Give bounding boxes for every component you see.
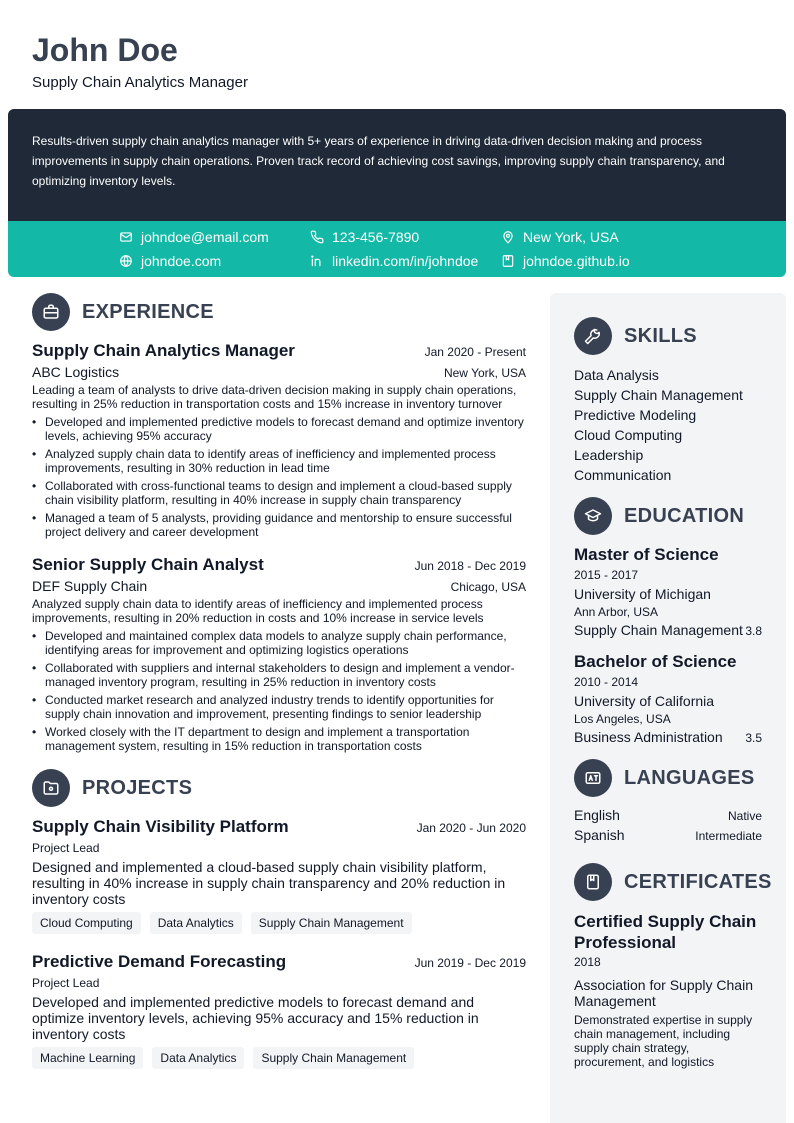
job-date: Jun 2018 - Dec 2019 bbox=[414, 559, 526, 573]
skill-item: Predictive Modeling bbox=[574, 407, 697, 423]
edu-location: Los Angeles, USA bbox=[574, 712, 671, 726]
project-date: Jun 2019 - Dec 2019 bbox=[414, 956, 526, 970]
job-bullets bbox=[32, 629, 526, 753]
project-tag: Cloud Computing bbox=[32, 912, 141, 934]
location-text: New York, USA bbox=[523, 229, 619, 245]
summary-banner bbox=[8, 109, 786, 221]
job-bullet: • Conducted market research and analyzed industry trends to identify opportunities for supply chain innovation and improvement, presenting findings to senior leadership bbox=[32, 693, 526, 721]
project-role: Project Lead bbox=[32, 976, 100, 990]
job-location: Chicago, USA bbox=[450, 580, 526, 594]
language-name: Spanish bbox=[574, 827, 625, 843]
project-title: Predictive Demand Forecasting bbox=[32, 952, 287, 971]
education-section bbox=[574, 497, 762, 745]
mail-icon bbox=[119, 230, 133, 244]
job-company: ABC Logistics bbox=[32, 364, 120, 380]
project-tag: Supply Chain Management bbox=[253, 1047, 414, 1069]
experience-heading bbox=[32, 293, 526, 331]
experience-title: EXPERIENCE bbox=[82, 300, 214, 323]
edu-location: Ann Arbor, USA bbox=[574, 605, 659, 619]
project-entry bbox=[32, 817, 526, 934]
job-bullet: • Worked closely with the IT department to design and implement a transportation management system, resulting in 15% reduction in transportation costs bbox=[32, 725, 526, 753]
job-bullet: • Managed a team of 5 analysts, providing guidance and mentorship to ensure successful project delivery and career development bbox=[32, 511, 526, 539]
job-company: DEF Supply Chain bbox=[32, 578, 148, 594]
skill-item: Leadership bbox=[574, 447, 644, 463]
resume-header bbox=[32, 30, 248, 91]
project-tag: Supply Chain Management bbox=[251, 912, 412, 934]
globe-icon bbox=[119, 254, 133, 268]
edu-field: Business Administration bbox=[574, 729, 723, 745]
github-text: johndoe.github.io bbox=[523, 253, 630, 269]
languages-title: LANGUAGES bbox=[624, 766, 755, 789]
contact-location bbox=[501, 227, 619, 247]
edu-years: 2010 - 2014 bbox=[574, 675, 639, 689]
projects-heading bbox=[32, 769, 526, 807]
person-name: John Doe bbox=[32, 32, 178, 68]
skill-item: Communication bbox=[574, 467, 672, 483]
skill-item: Cloud Computing bbox=[574, 427, 683, 443]
cert-org: Association for Supply Chain Management bbox=[574, 977, 753, 1009]
project-title: Supply Chain Visibility Platform bbox=[32, 817, 289, 836]
job-bullet: • Collaborated with suppliers and internal stakeholders to design and implement a vendor-managed inventory program, resulting in 25% reduction in inventory costs bbox=[32, 661, 526, 689]
graduation-cap-icon bbox=[574, 497, 612, 535]
wrench-icon bbox=[574, 317, 612, 355]
linkedin-icon bbox=[310, 254, 324, 268]
edu-degree: Bachelor of Science bbox=[574, 652, 737, 671]
language-level: Intermediate bbox=[695, 829, 762, 843]
website-text: johndoe.com bbox=[141, 253, 222, 269]
translate-icon bbox=[574, 759, 612, 797]
job-title: Senior Supply Chain Analyst bbox=[32, 555, 264, 574]
job-location: New York, USA bbox=[443, 366, 526, 380]
portfolio-icon bbox=[501, 254, 515, 268]
job-title: Supply Chain Analytics Manager bbox=[32, 341, 295, 360]
folder-icon bbox=[32, 769, 70, 807]
project-tag: Data Analytics bbox=[152, 1047, 244, 1069]
phone-text: 123-456-7890 bbox=[332, 229, 420, 245]
job-entry bbox=[32, 555, 526, 753]
job-bullet: • Developed and implemented predictive models to forecast demand and optimize inventory levels, achieving 95% accuracy bbox=[32, 415, 526, 443]
project-date: Jan 2020 - Jun 2020 bbox=[416, 821, 526, 835]
job-bullet: • Collaborated with cross-functional teams to design and implement a cloud-based supply chain visibility platform, resulting in 40% increase in supply chain transparency bbox=[32, 479, 526, 507]
education-heading bbox=[574, 497, 762, 535]
education-entry bbox=[574, 545, 762, 638]
contact-github[interactable] bbox=[501, 251, 630, 271]
job-bullet: • Developed and maintained complex data models to analyze supply chain performance, identifying areas for improvement and optimizing logistics operations bbox=[32, 629, 526, 657]
linkedin-text: linkedin.com/in/johndoe bbox=[332, 253, 479, 269]
project-entry bbox=[32, 952, 526, 1069]
summary-text: Results-driven supply chain analytics manager with 5+ years of experience in driving data-driven decision making and process improvements in supply chain operations. Proven track record of achieving cost savings, improving supply chain transparency, and optimizing inventory levels. bbox=[32, 134, 725, 188]
project-description: Designed and implemented a cloud-based supply chain visibility platform, resulting in 40% increase in supply chain transparency and 20% reduction in inventory costs bbox=[32, 859, 506, 907]
language-level: Native bbox=[727, 809, 762, 823]
project-tags bbox=[32, 1047, 526, 1069]
education-title: EDUCATION bbox=[624, 504, 745, 527]
job-date: Jan 2020 - Present bbox=[424, 345, 526, 359]
email-text: johndoe@email.com bbox=[141, 229, 269, 245]
project-description: Developed and implemented predictive models to forecast demand and optimize inventory levels, achieving 95% accuracy and 15% reduction in inventory costs bbox=[32, 994, 479, 1042]
contact-bar bbox=[8, 221, 786, 277]
edu-school: University of Michigan bbox=[574, 586, 711, 602]
job-entry bbox=[32, 341, 526, 539]
contact-linkedin[interactable] bbox=[310, 251, 478, 271]
languages-heading bbox=[574, 759, 762, 797]
edu-years: 2015 - 2017 bbox=[574, 568, 639, 582]
project-tag: Data Analytics bbox=[150, 912, 242, 934]
person-title: Supply Chain Analytics Manager bbox=[32, 74, 248, 91]
edu-field: Supply Chain Management bbox=[574, 622, 743, 638]
main-column bbox=[32, 293, 526, 1087]
skills-title: SKILLS bbox=[624, 324, 697, 347]
contact-website[interactable] bbox=[119, 251, 221, 271]
projects-title: PROJECTS bbox=[82, 776, 193, 799]
job-summary: Leading a team of analysts to drive data-driven decision making in supply chain operations, resulting in 25% reduction in transportation costs and 15% increase in inventory turnover bbox=[32, 383, 517, 411]
sidebar bbox=[550, 293, 786, 1123]
project-role: Project Lead bbox=[32, 841, 100, 855]
education-entry bbox=[574, 652, 762, 745]
contact-phone[interactable] bbox=[310, 227, 419, 247]
phone-icon bbox=[310, 230, 324, 244]
project-tags bbox=[32, 912, 526, 934]
certificates-section bbox=[574, 863, 772, 1069]
language-row bbox=[574, 807, 762, 827]
certificates-heading bbox=[574, 863, 772, 901]
briefcase-icon bbox=[32, 293, 70, 331]
edu-degree: Master of Science bbox=[574, 545, 719, 564]
book-icon bbox=[574, 863, 612, 901]
skill-item: Supply Chain Management bbox=[574, 387, 743, 403]
job-bullets bbox=[32, 415, 526, 539]
edu-gpa: 3.8 bbox=[745, 624, 762, 638]
job-summary: Analyzed supply chain data to identify areas of inefficiency and implemented process improvements, resulting in 20% reduction in costs and 10% increase in service levels bbox=[32, 597, 484, 625]
skill-item: Data Analysis bbox=[574, 367, 659, 383]
cert-description: Demonstrated expertise in supply chain management, including supply chain strategy, procurement, and logistics bbox=[574, 1013, 753, 1069]
language-row bbox=[574, 827, 762, 847]
skills-heading bbox=[574, 317, 762, 355]
languages-section bbox=[574, 759, 762, 847]
map-pin-icon bbox=[501, 230, 515, 244]
edu-gpa: 3.5 bbox=[745, 731, 762, 745]
job-bullet: • Analyzed supply chain data to identify areas of inefficiency and implemented process improvements, resulting in 30% reduction in lead time bbox=[32, 447, 526, 475]
project-tag: Machine Learning bbox=[32, 1047, 143, 1069]
language-name: English bbox=[574, 807, 620, 823]
cert-year: 2018 bbox=[574, 955, 601, 969]
contact-email[interactable] bbox=[119, 227, 269, 247]
cert-name: Certified Supply Chain Professional bbox=[574, 912, 757, 952]
certificates-title: CERTIFICATES bbox=[624, 870, 772, 893]
skills-section bbox=[574, 317, 762, 485]
edu-school: University of California bbox=[574, 693, 715, 709]
